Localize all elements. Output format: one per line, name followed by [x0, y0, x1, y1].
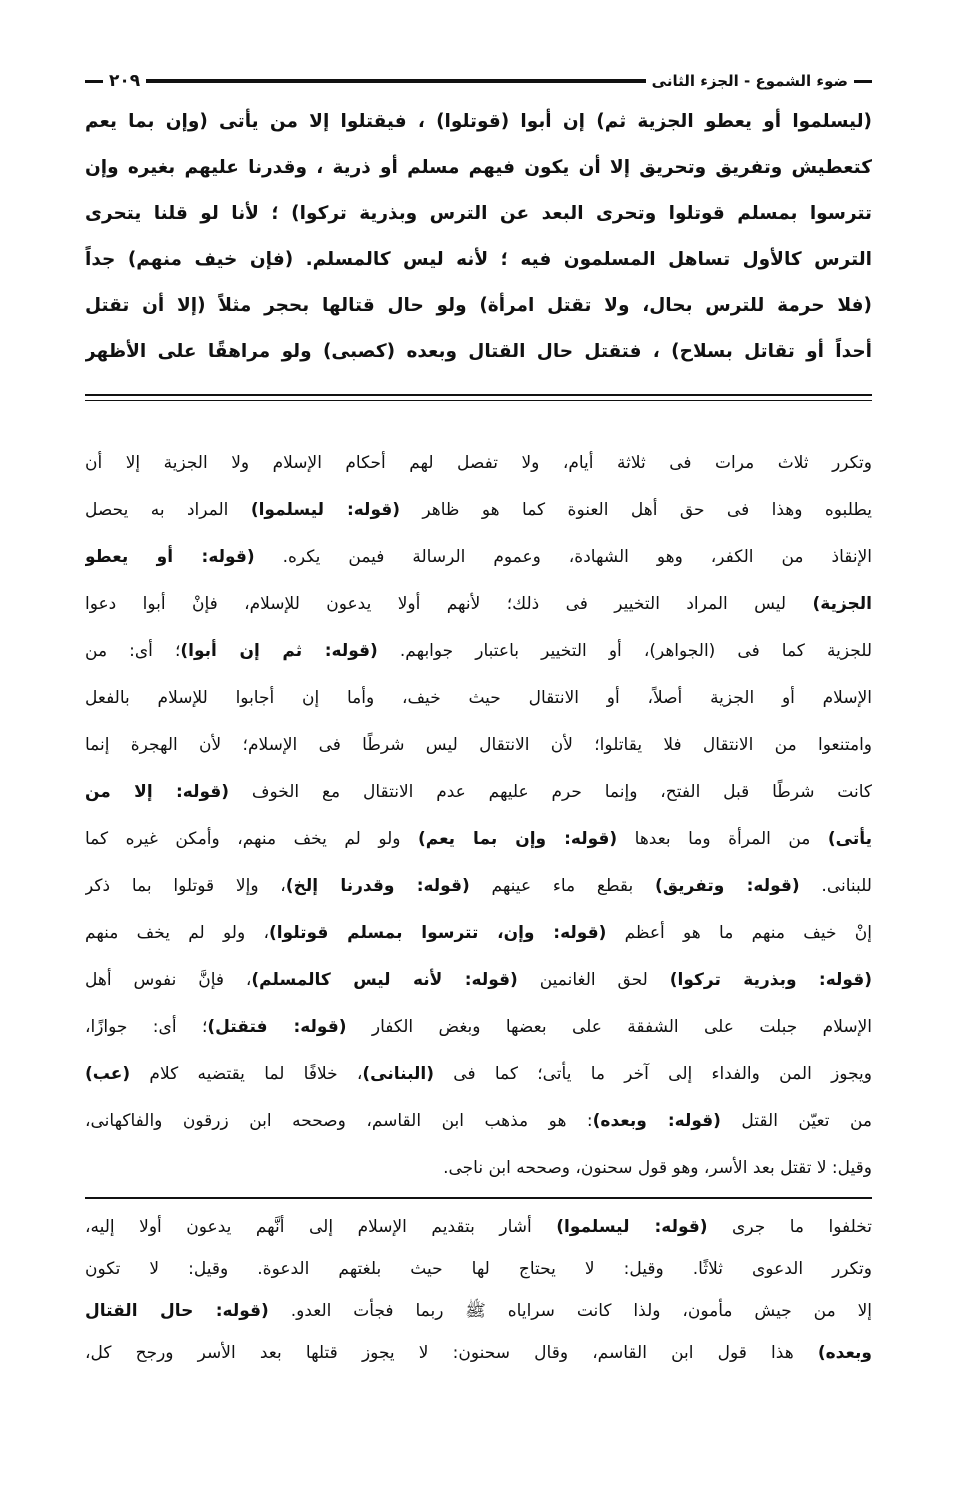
commentary-line: [85, 863, 872, 910]
text-segment: من المرأة وما بعدها: [617, 829, 828, 849]
text-segment: ، وإلا قوتلوا بما ذكر: [85, 876, 286, 896]
commentary-line: [85, 628, 872, 675]
text-segment: وامتنعوا من الانتقال فلا يقاتلوا؛ لأن الانتقال ليس شرطًا فى الإسلام؛ لأن الهجرة إنما: [85, 735, 872, 755]
text-segment: : هو مذهب ابن القاسم، وصححه ابن زرقون والفاكهانى،: [85, 1111, 593, 1131]
bold-quote-segment: (فلا حرمة للترس بحال، ولا تقتل امرأة) ولو حال قتالها بحجر مثلاً (إلا أن تقتل: [85, 295, 872, 316]
commentary-line: [85, 440, 872, 487]
text-segment: إلا من جيش مأمون، ولذا كانت سراياه ﷺ ربما فجأت العدو.: [268, 1301, 872, 1321]
footnote-line: [85, 1290, 872, 1332]
footnote-line: [85, 1206, 872, 1248]
commentary-line: [85, 1098, 872, 1145]
text-segment: ليس المراد التخيير فى ذلك؛ لأنهم أولا يدعون للإسلام، فإنْ أبوا دعوا: [85, 594, 813, 614]
bold-quote-segment: (قوله: فتقتل): [207, 1017, 347, 1037]
bold-quote-segment: (قوله: ليسلموا): [556, 1217, 708, 1237]
header-dash: [854, 80, 872, 83]
double-rule-bottom: [85, 400, 872, 401]
double-rule-top: [85, 394, 872, 396]
text-segment: بقطع ماء عينهم: [469, 876, 656, 896]
bold-quote-segment: (قوله: ثم إن أبوا): [180, 641, 378, 661]
text-segment: للبنانى.: [799, 876, 872, 896]
bold-quote-segment: (قوله: وإن، تترسوا بمسلم قوتلوا): [268, 923, 607, 943]
bold-quote-segment: (قوله: حال القتال: [85, 1301, 269, 1321]
footnote-text: [85, 1206, 872, 1374]
commentary-line: [85, 722, 872, 769]
bold-quote-segment: (قوله: أو يعطو: [85, 547, 255, 567]
bold-quote-segment: (قوله: وإن بما يعم): [417, 829, 618, 849]
commentary-line: [85, 816, 872, 863]
text-segment: من تعيّن القتل: [720, 1111, 872, 1131]
bold-quote-segment: يأتى): [827, 829, 872, 849]
bold-quote-segment: (قوله: وبذرية تركوا): [669, 970, 872, 990]
commentary-line: [85, 910, 872, 957]
commentary-line: [85, 1004, 872, 1051]
text-segment: لحق الغانمين: [517, 970, 670, 990]
bold-quote-segment: (ليسلموا أو يعطو الجزية ثم) إن أبوا (قوتلوا) ، فيقتلوا إلا من يأتى (وإن بما يعم: [85, 111, 872, 132]
bold-quote-segment: (قوله: وتفريق): [655, 876, 800, 896]
bold-quote-segment: أحداً أو تقاتل بسلاح) ، فتقتل حال القتال وبعده (كصبى) ولو مراهقًا على الأظهر: [85, 341, 872, 362]
bold-quote-segment: تترسوا بمسلم قوتلوا وتحرى البعد عن الترس وبذرية تركوا) ؛ لأنا لو قلنا يتحرى: [85, 203, 872, 224]
text-segment: أشار بتقديم الإسلام إلى أنَّهم يدعون أولا إليه،: [85, 1217, 557, 1237]
text-segment: ؛ أى: من: [85, 641, 181, 661]
bold-quote-segment: (قوله: ليسلموا): [250, 500, 400, 520]
text-segment: يطلبوه وهذا فى حق أهل العنوة كما هو ظاهر: [400, 500, 872, 520]
text-segment: إنْ خيف منهم ما هو أعظم: [606, 923, 872, 943]
text-segment: المراد به يحصل: [85, 500, 251, 520]
commentary-line: [85, 534, 872, 581]
commentary-line: [85, 769, 872, 816]
commentary-line: [85, 675, 872, 722]
book-title: ضوء الشموع - الجزء الثانى: [651, 72, 848, 90]
footnote-line: [85, 1332, 872, 1374]
commentary-line: [85, 487, 872, 534]
bold-quote-segment: الترس كالأول تساهل المسلمون فيه ؛ لأنه ليس كالمسلم. (فإن خيف منهم) جداً: [85, 249, 872, 270]
bold-quote-segment: (قوله: إلا من: [85, 782, 230, 802]
text-segment: الإنقاذ من الكفر، وهو الشهادة، وعموم الرسالة فيمن يكره.: [254, 547, 872, 567]
bold-quote-segment: وبعده): [817, 1343, 872, 1363]
text-segment: هذا قول ابن القاسم، وقال سحنون: لا يجوز قتلها بعد الأسر ورجح كل،: [85, 1343, 818, 1363]
main-text: [85, 99, 872, 375]
page-number: ٢٠٩: [109, 71, 141, 91]
main-line: [85, 237, 872, 283]
main-line: [85, 283, 872, 329]
main-line: [85, 191, 872, 237]
header-rule: [146, 79, 646, 83]
text-segment: للجزية كما فى (الجواهر)، أو التخيير باعتبار جوابهم.: [377, 641, 872, 661]
main-line: [85, 145, 872, 191]
text-segment: ولو لم يخف منهم، وأمكن غيره كما: [85, 829, 418, 849]
main-line: [85, 329, 872, 375]
footnote-rule: [85, 1197, 872, 1199]
bold-quote-segment: كتعطيش وتفريق وتحريق إلا أن يكون فيهم مسلم أو ذرية ، وقدرنا عليهم بغيره وإن: [85, 157, 872, 178]
text-segment: ؛ أى: جوازًا،: [85, 1017, 208, 1037]
commentary-line: [85, 1051, 872, 1098]
footnote-line: [85, 1248, 872, 1290]
header-dash: [85, 80, 103, 83]
commentary-line: [85, 581, 872, 628]
commentary-line: [85, 957, 872, 1004]
text-segment: الإسلام جبلت على الشفقة على بعضها وبغض الكفار: [346, 1017, 872, 1037]
text-segment: وتكرر ثلاث مرات فى ثلاثة أيام، ولا تفصل لهم أحكام الإسلام ولا الجزية إلا أن: [85, 453, 872, 473]
bold-quote-segment: (قوله: لأنه ليس كالمسلم): [251, 970, 518, 990]
text-segment: ويجوز المن والفداء إلى آخر ما يأتى؛ كما فى: [434, 1064, 872, 1084]
text-segment: تخلفوا ما جرى: [707, 1217, 872, 1237]
text-segment: وتكرر الدعوى ثلاثًا. وقيل: لا يحتاج لها حيث بلغتهم الدعوة. وقيل: لا تكون: [85, 1259, 872, 1279]
running-header: [85, 68, 872, 94]
bold-quote-segment: (قوله: وبعده): [592, 1111, 721, 1131]
text-segment: ، ولو لم يخف منهم: [85, 923, 269, 943]
bold-quote-segment: (عب): [85, 1064, 131, 1084]
text-segment: الإسلام أو الجزية أصلاً، أو الانتقال حيث خيف، وأما إن أجابوا للإسلام بالفعل: [85, 688, 872, 708]
bold-quote-segment: (قوله: وقدرنا إلخ): [285, 876, 470, 896]
text-segment: وقيل: لا تقتل بعد الأسر، وهو قول سحنون، وصححه ابن ناجى.: [443, 1158, 872, 1178]
bold-quote-segment: الجزية): [812, 594, 872, 614]
commentary-text: [85, 440, 872, 1192]
bold-quote-segment: (البنانى): [362, 1064, 434, 1084]
commentary-line: [85, 1145, 872, 1192]
text-segment: كانت شرطًا قبل الفتح، وإنما حرم عليهم عدم الانتقال مع الخوف: [229, 782, 872, 802]
main-line: [85, 99, 872, 145]
text-segment: ، فإنَّ نفوس أهل: [85, 970, 252, 990]
text-segment: ، خلافًا لما يقتضيه كلام: [130, 1064, 363, 1084]
